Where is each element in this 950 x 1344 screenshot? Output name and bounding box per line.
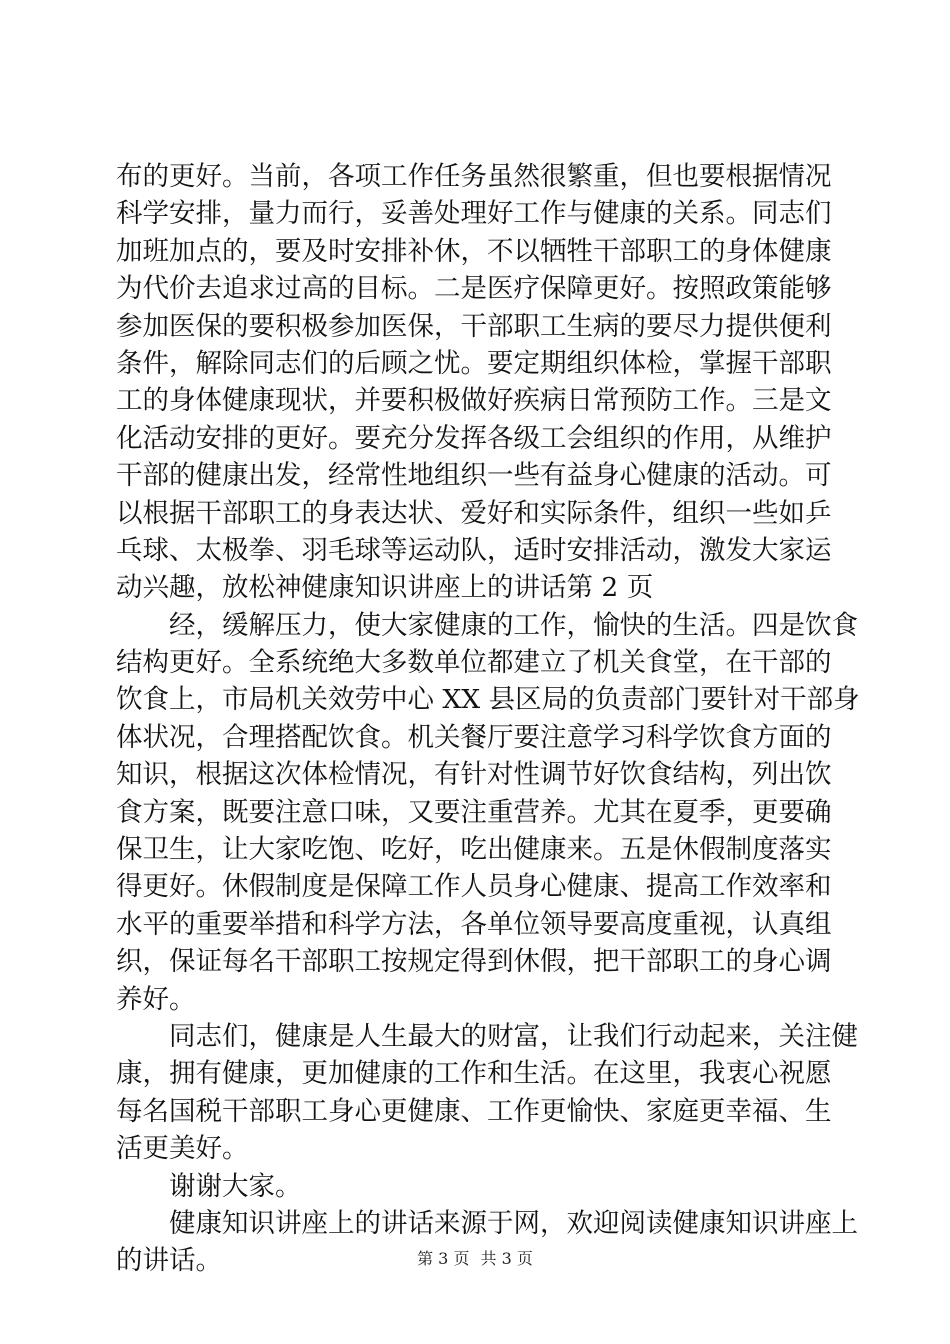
- text-line: 动兴趣，放松神健康知识讲座上的讲话第 2 页: [116, 572, 654, 604]
- page-number: 第 3 页: [417, 1249, 470, 1268]
- text-line: 织，保证每名干部职工按规定得到休假，把干部职工的身心调: [116, 946, 832, 978]
- document-body: [116, 158, 860, 1280]
- text-line: 水平的重要举措和科学方法，各单位领导要高度重视，认真组: [116, 908, 832, 940]
- text-line: 健康知识讲座上的讲话来源于网，欢迎阅读健康知识讲座上: [169, 1207, 858, 1239]
- text-line: 加班加点的，要及时安排补休，不以牺牲干部职工的身体健康: [116, 235, 832, 267]
- text-line: 布的更好。当前，各项工作任务虽然很繁重，但也要根据情况: [116, 161, 832, 192]
- text-line: 乓球、太极拳、羽毛球等运动队，适时安排活动，激发大家运: [116, 534, 832, 566]
- text-line: 活更美好。: [116, 1133, 249, 1165]
- text-line: 每名国税干部职工身心更健康、工作更愉快、家庭更幸福、生: [116, 1095, 832, 1127]
- text-line: 饮食上，市局机关效劳中心 XX 县区局的负责部门要针对干部身: [116, 684, 860, 716]
- text-line: 经，缓解压力，使大家健康的工作，愉快的生活。四是饮食: [169, 609, 858, 641]
- text-line: 科学安排，量力而行，妥善处理好工作与健康的关系。同志们: [116, 198, 832, 230]
- text-line: 参加医保的要积极参加医保，干部职工生病的要尽力提供便利: [116, 310, 832, 342]
- page-footer: [0, 1246, 950, 1269]
- text-line: 保卫生，让大家吃饱、吃好，吃出健康来。五是休假制度落实: [116, 834, 832, 866]
- text-line: 化活动安排的更好。要充分发挥各级工会组织的作用，从维护: [116, 422, 832, 454]
- text-line: 同志们，健康是人生最大的财富，让我们行动起来，关注健: [169, 1020, 858, 1052]
- page-total: 共 3 页: [480, 1249, 533, 1268]
- text-line: 知识，根据这次体检情况，有针对性调节好饮食结构，列出饮: [116, 759, 832, 791]
- text-line: 为代价去追求过高的目标。二是医疗保障更好。按照政策能够: [116, 273, 832, 305]
- text-line: 体状况，合理搭配饮食。机关餐厅要注意学习科学饮食方面的: [116, 721, 832, 753]
- text-line: 条件，解除同志们的后顾之忧。要定期组织体检，掌握干部职: [116, 347, 832, 379]
- text-line: 谢谢大家。: [169, 1170, 302, 1202]
- text-line: 干部的健康出发，经常性地组织一些有益身心健康的活动。可: [116, 460, 832, 492]
- text-line: 康，拥有健康，更加健康的工作和生活。在这里，我衷心祝愿: [116, 1058, 832, 1090]
- text-line: 养好。: [116, 983, 196, 1015]
- text-line: 得更好。休假制度是保障工作人员身心健康、提高工作效率和: [116, 871, 832, 903]
- text-line: 以根据干部职工的身表达状、爱好和实际条件，组织一些如乒: [116, 497, 832, 529]
- text-line: 食方案，既要注意口味，又要注重营养。尤其在夏季，更要确: [116, 796, 832, 828]
- text-line: 的讲话。: [116, 1245, 222, 1277]
- text-line: 工的身体健康现状，并要积极做好疾病日常预防工作。三是文: [116, 385, 832, 417]
- text-line: 结构更好。全系统绝大多数单位都建立了机关食堂，在干部的: [116, 647, 832, 679]
